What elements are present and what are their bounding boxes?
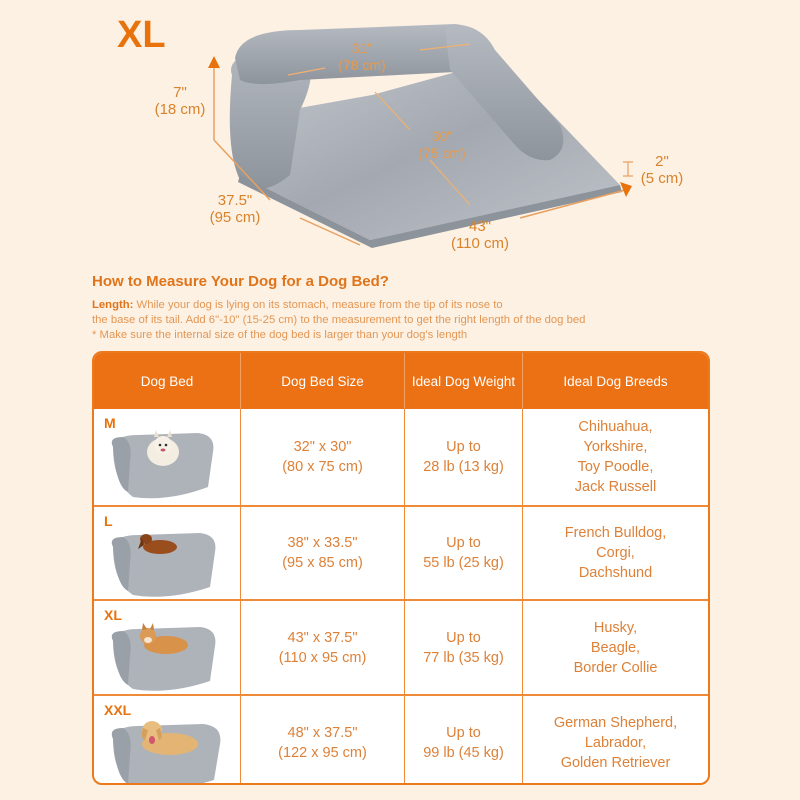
breed: Labrador, [584,734,647,751]
breed: German Shepherd, [553,714,678,731]
size-tag: M [104,415,116,431]
table-row [94,599,708,694]
weight-value: 55 lb (25 kg) [423,555,504,571]
measure-instructions [92,273,712,343]
bed-dimension-diagram [0,0,800,262]
bed-image-cell [94,507,241,599]
measure-length-line-1 [92,298,712,313]
table-row [94,694,708,785]
breeds-cell [523,409,708,505]
size-cm: (80 x 75 cm) [282,459,363,475]
breed: Yorkshire, [583,439,648,455]
breed: Golden Retriever [560,754,671,771]
dim-value-cm: (95 cm) [209,209,261,226]
bed-image-cell [94,601,241,694]
dim-value-in: 37.5" [217,192,253,209]
size-in: 43" x 37.5" [287,629,358,646]
dim-value-in: 2" [655,153,669,170]
bed-size-cell [241,696,405,785]
header-bed-size: Dog Bed Size [241,353,405,409]
size-tag: XL [104,607,122,623]
weight-value: 28 lb (13 kg) [423,459,504,475]
dim-bolster-height [140,84,220,118]
size-cm: (110 x 95 cm) [278,649,367,666]
length-text-1: While your dog is lying on its stomach, measure from the tip of its nose to [133,299,503,311]
breed: Husky, [593,619,638,636]
weight-prefix: Up to [446,439,481,455]
dim-value-in: 43" [468,218,491,235]
weight-cell [405,507,523,599]
breeds-cell [523,507,708,599]
measure-length-line-2: the base of its tail. Add 6"-10" (15-25 cm) to the measurement to get the right length of the dog bed [92,314,586,326]
bed-size-cell [241,507,405,599]
bed-image-cell [94,696,241,785]
size-in: 48" x 37.5" [287,724,358,741]
size-tag: L [104,513,113,529]
size-table [92,351,710,785]
dim-value-in: 31" [351,40,373,56]
bed-size-cell [241,409,405,505]
bed-image-cell [94,409,241,505]
dim-inner-length [402,128,482,162]
weight-value: 99 lb (45 kg) [423,744,504,761]
dog-bed-with-dachshund-image [108,525,223,600]
breed: French Bulldog, [564,525,667,541]
size-cm: (122 x 95 cm) [278,744,367,761]
featured-size-label: XL [117,14,166,56]
measure-title: How to Measure Your Dog for a Dog Bed? [92,273,389,290]
weight-cell [405,601,523,694]
dim-value-cm: (110 cm) [450,235,510,252]
dim-value-in: 30" [431,128,453,144]
breed: Chihuahua, [578,419,653,435]
dim-value-cm: (5 cm) [640,170,684,187]
measure-note: * Make sure the internal size of the dog bed is larger than your dog's length [92,329,468,341]
table-row [94,505,708,599]
breed: Border Collie [573,659,658,676]
weight-prefix: Up to [446,535,481,551]
size-cm: (95 x 85 cm) [282,555,363,571]
weight-cell [405,409,523,505]
table-header [94,353,708,409]
dim-base-thickness [632,153,692,187]
size-tag: XXL [104,702,132,718]
length-label: Length: [92,299,134,311]
header-dog-bed: Dog Bed [94,353,241,409]
table-row [94,409,708,505]
dog-bed-with-labrador-image [108,714,228,785]
breed: Beagle, [590,639,641,656]
breed: Toy Poodle, [577,459,654,475]
size-in: 38" x 33.5" [287,535,358,551]
dim-value-cm: (75 cm) [418,145,466,161]
dim-value-cm: (18 cm) [154,101,206,118]
dim-outer-width [440,218,520,252]
breed: Corgi, [596,545,635,561]
dim-outer-depth [195,192,275,226]
dim-value-in: 7" [173,84,187,101]
breed: Jack Russell [574,479,657,495]
weight-prefix: Up to [446,629,481,646]
header-dog-weight: Ideal Dog Weight [405,353,523,409]
header-dog-breeds: Ideal Dog Breeds [563,373,668,389]
weight-prefix: Up to [446,724,481,741]
weight-value: 77 lb (35 kg) [423,649,504,666]
breeds-cell [523,601,708,694]
breed: Dachshund [578,565,653,581]
size-in: 32" x 30" [293,439,352,455]
dog-bed-with-french-bulldog-image [108,427,223,502]
dim-value-cm: (78 cm) [338,57,386,73]
dog-bed-with-shiba-image [108,619,223,694]
weight-cell [405,696,523,785]
bed-size-cell [241,601,405,694]
breeds-cell [523,696,708,785]
dim-inner-width [322,40,402,74]
